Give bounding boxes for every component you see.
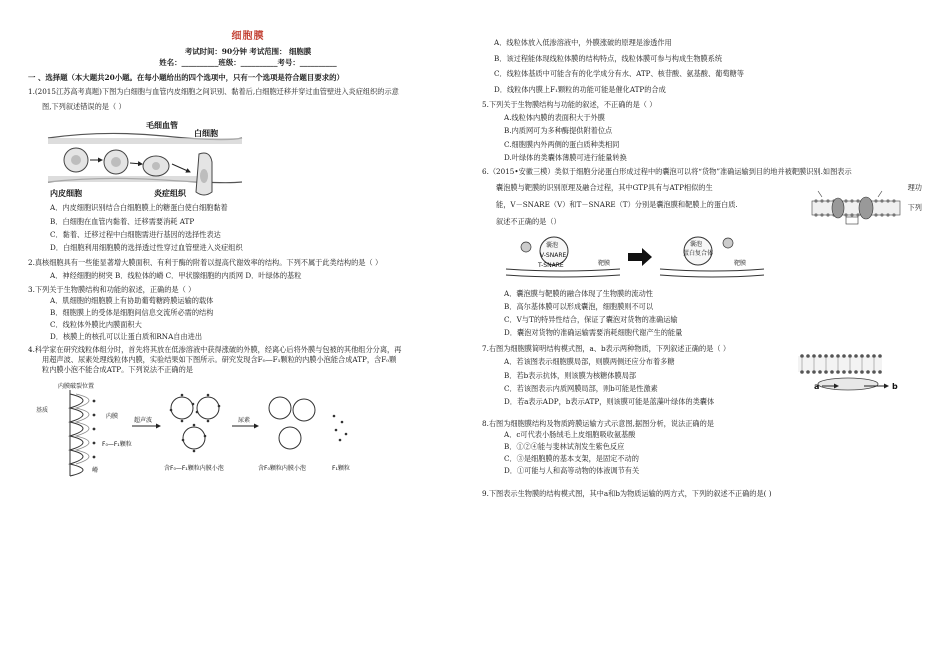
question-4-option-a: A．线粒体放入低渗溶液中，外膜涨破的原理是渗透作用 — [494, 38, 672, 47]
q4-figure — [36, 380, 366, 482]
left-column — [28, 0, 468, 482]
q6-figure — [502, 233, 772, 285]
question-2 — [28, 258, 468, 281]
q4-label-urea: 尿素 — [238, 417, 251, 425]
question-7-option-d: D．若a表示ADP，b表示ATP，则该膜可能是蓝藻叶绿体的类囊体 — [504, 396, 715, 406]
q4-label-f0-vesicles: 含F₀颗粒内膜小泡 — [258, 465, 306, 473]
question-4 — [28, 345, 468, 482]
q4-label-rupture-site: 内膜破裂位置 — [58, 383, 95, 391]
student-fields: 姓名：__________班级：__________考号：__________ — [159, 58, 337, 68]
question-5-stem: 5.下列关于生物膜结构与功能的叙述，不正确的是（ ） — [482, 99, 657, 109]
question-3-stem: 3.下列关于生物膜结构和功能的叙述，正确的是（ ） — [28, 284, 196, 294]
question-6-stem-tail1: 理功 — [907, 183, 922, 193]
question-6-stem-tail2: 下列 — [907, 203, 922, 213]
question-1-option-b: B．白细胞在血管内黏着、迁移需要消耗 ATP — [50, 216, 195, 226]
section-heading: 一 、选择题（本大题共20小题。在每小题给出的四个选项中，只有一个选项是符合题目要求的） — [28, 73, 344, 83]
right-column — [482, 36, 922, 499]
question-6-stem-cont3: 叙述不正确的是（） — [496, 216, 561, 226]
question-1 — [28, 87, 468, 252]
question-3-option-b: B．细胞膜上的受体是细胞间信息交流所必需的结构 — [50, 308, 214, 318]
q4-label-f0f1-vesicles: 含F₀—F₁颗粒内膜小泡 — [164, 465, 224, 473]
q1-label-capillary: 毛细血管 — [146, 120, 178, 130]
question-6-option-c: C．V与T的特异性结合，保证了囊泡对货物的准确运输 — [504, 315, 678, 325]
question-8-stem: 8.右图为细胞膜结构及物质跨膜运输方式示意图,据图分析，说法正确的是 — [482, 418, 714, 428]
question-5-option-c: C.细胞膜内外两侧的蛋白质种类相同 — [504, 139, 620, 149]
q6-label-target-membrane: 靶膜 — [598, 260, 611, 268]
q1-label-inflamed-tissue: 炎症组织 — [154, 188, 186, 198]
question-6 — [482, 167, 922, 338]
question-1-stem: 1.(2015江苏高考真题)下图为白细胞与血管内皮细胞之间识别、黏着后,白细胞迁移并穿过血管壁进入炎症组织的示意 — [28, 87, 399, 97]
question-1-option-a: A．内皮细胞识别结合白细胞膜上的糖蛋白使白细胞黏着 — [50, 203, 228, 213]
question-8-option-d: D．①可能与人和高等动物的体液调节有关 — [504, 465, 640, 475]
page-title: 细胞膜 — [231, 31, 265, 42]
question-6-stem-cont2: 能，V－SNARE（V）和T－SNARE（T）分别是囊泡膜和靶膜上的蛋白质. — [496, 199, 738, 209]
q4-label-ultrasound: 超声波 — [134, 417, 153, 425]
q7-label-a: a — [814, 382, 820, 392]
question-4-option-d: D．线粒体内膜上F₁颗粒的功能可能是催化ATP的合成 — [494, 85, 666, 95]
q4-label-inner-membrane: 内膜 — [106, 413, 119, 421]
question-4-stem-cont2: 粒内膜小泡不能合成ATP。下列说法不正确的是 — [42, 364, 193, 374]
exam-meta: 考试时间：90分钟 考试范围： 细胞膜 — [184, 46, 312, 56]
question-3-option-a: A．肌细胞的细胞膜上有协助葡萄糖跨膜运输的载体 — [50, 296, 214, 306]
question-9-stem: 9.下图表示生物膜的结构模式图，其中a和b为物质运输的两方式，下列的叙述不正确的是( ) — [482, 489, 772, 499]
question-7 — [482, 344, 922, 407]
question-6-stem: 6.（2015•安徽三模）类似于细胞分泌蛋白形成过程中的囊泡可以将“货物”准确运输到目的地并被靶膜识别.如图表示 — [482, 167, 852, 177]
question-7-option-a: A．若该图表示细胞膜局部，则膜两侧还应分布着多糖 — [504, 357, 675, 367]
question-8-option-c: C．③是细胞膜的基本支架，是固定不动的 — [504, 453, 639, 463]
q1-label-leukocyte: 白细胞 — [194, 128, 218, 138]
q6-label-vesicle-2: 囊泡 — [690, 241, 703, 249]
question-6-option-d: D．囊泡对货物的准确运输需要消耗细胞代谢产生的能量 — [504, 328, 683, 338]
q7-figure — [794, 348, 912, 402]
question-7-stem: 7.右图为细胞膜简明结构模式图，a、b表示两种物质，下列叙述正确的是（ ） — [482, 344, 731, 354]
q6-label-vesicle: 囊泡 — [546, 242, 559, 250]
q4-label-cristae: 嵴 — [92, 467, 99, 475]
question-5-option-b: B.内质网可为多种酶提供附着位点 — [504, 126, 613, 136]
question-6-stem-cont1: 囊泡膜与靶膜的识别原理及融合过程，其中GTP具有与ATP相似的生 — [496, 183, 713, 193]
question-5 — [482, 100, 922, 163]
question-5-option-a: A.线粒体内膜的表面积大于外膜 — [504, 113, 605, 123]
q4-label-matrix: 基质 — [36, 407, 49, 415]
question-3 — [28, 285, 468, 342]
q1-label-endothelial: 内皮细胞 — [50, 188, 82, 198]
question-6-option-b: B．高尔基体膜可以形成囊泡，细胞膜则不可以 — [504, 301, 654, 311]
question-8-option-a: A．c可代表小肠绒毛上皮细胞吸收氨基酸 — [504, 430, 636, 440]
q1-figure — [44, 116, 244, 200]
question-2-options: A．神经细胞的树突 B．线粒体的嵴 C．甲状腺细胞的内质网 D．叶绿体的基粒 — [50, 270, 302, 280]
q7-label-b: b — [892, 382, 898, 392]
question-3-option-d: D．核膜上的核孔可以让蛋白质和RNA自由进出 — [50, 331, 203, 341]
question-4-stem-cont1: 用超声波、尿素处理线粒体内膜，实验结果如下图所示。研究发现含F₀—F₁颗粒的内膜小泡能合成ATP，含F₀颗 — [42, 355, 397, 365]
question-6-option-a: A．囊泡膜与靶膜的融合体现了生物膜的流动性 — [504, 288, 653, 298]
question-1-stem-cont: 图,下列叙述错误的是（ ） — [42, 102, 126, 112]
q8-membrane-figure — [808, 187, 904, 231]
question-7-option-c: C．若该图表示内质网膜局部，则b可能是性激素 — [504, 383, 658, 393]
question-5-option-d: D.叶绿体的类囊体薄膜可进行能量转换 — [504, 152, 627, 162]
q6-label-target-membrane-2: 靶膜 — [734, 260, 747, 268]
question-4-stem: 4.科学家在研究线粒体组分时，首先将其放在低渗溶液中获得涨破的外膜，经离心后将外膜与包被的其他组分分离，再 — [28, 345, 402, 355]
q4-label-f0f1-particles: F₀—F₁颗粒 — [102, 441, 132, 449]
question-8-option-b: B．①②④能与斐林试剂发生紫色反应 — [504, 442, 625, 452]
q4-label-f1-particles: F₁颗粒 — [332, 465, 350, 473]
question-1-option-d: D．白细胞利用细胞膜的选择透过性穿过血管壁进入炎症组织 — [50, 243, 243, 253]
question-8 — [482, 419, 922, 476]
question-1-option-c: C．黏着、迁移过程中白细胞需进行基因的选择性表达 — [50, 229, 221, 239]
q6-label-v-snare: V-SNARE — [540, 252, 567, 260]
question-4-option-c: C．线粒体基质中可能含有的化学成分有水、ATP、核苷酸、氨基酸、葡萄糖等 — [494, 69, 744, 79]
question-3-option-c: C．线粒体外膜比内膜面积大 — [50, 319, 142, 329]
question-4-option-b: B．该过程能体现线粒体膜的结构特点，线粒体膜可参与构成生物膜系统 — [494, 53, 723, 63]
q6-label-protein-complex: 蛋白复合体 — [683, 250, 714, 258]
question-2-stem: 2.真核细胞具有一些能显著增大膜面积、有利于酶的附着以提高代谢效率的结构。下列不属于此类结构的是（ ） — [28, 257, 383, 267]
q6-label-t-snare: T-SNARE — [538, 262, 564, 270]
question-9 — [482, 489, 922, 499]
question-7-option-b: B．若b表示抗体，则该膜为核糖体膜局部 — [504, 370, 637, 380]
